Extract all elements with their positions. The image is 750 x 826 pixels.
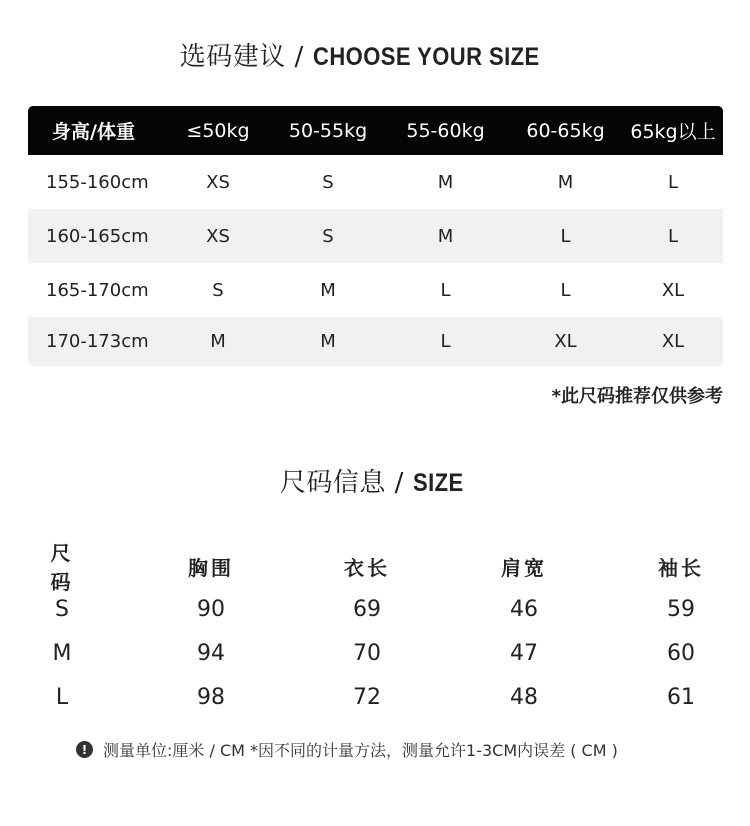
choose-size-title	[0, 36, 750, 73]
size-cell: L	[440, 279, 451, 301]
exclamation-icon: !	[76, 741, 93, 758]
size-cell: M	[437, 171, 454, 193]
row-height: 155-160cm	[46, 171, 149, 193]
size-cell: S	[212, 279, 224, 301]
size-label: S	[55, 596, 69, 622]
size-cell: L	[667, 171, 679, 193]
size-recommendation-table	[28, 106, 723, 366]
size-table-header	[0, 541, 750, 594]
length-value: 72	[353, 684, 381, 710]
size-cell: S	[322, 171, 334, 193]
recommendation-note: *此尺码推荐仅供参考	[551, 386, 723, 407]
length-value: 69	[353, 596, 381, 622]
header-chest: 胸围	[188, 555, 234, 580]
size-cell: XL	[661, 279, 685, 301]
size-cell: XS	[206, 171, 230, 193]
table-row	[0, 640, 750, 666]
size-cell: M	[320, 331, 336, 352]
choose-size-title-en: CHOOSE YOUR SIZE	[312, 43, 540, 71]
length-value: 70	[353, 640, 381, 666]
header-weight-2: 50-55kg	[288, 119, 368, 142]
size-info-title	[0, 462, 750, 499]
table-row	[0, 596, 750, 622]
header-shoulder: 肩宽	[501, 555, 547, 580]
size-cell: L	[667, 225, 679, 247]
sleeve-value: 59	[667, 596, 695, 622]
sleeve-value: 61	[667, 684, 695, 710]
size-cell: L	[560, 279, 571, 301]
size-cell: S	[322, 225, 334, 247]
size-label: L	[55, 684, 69, 710]
shoulder-value: 47	[510, 640, 538, 666]
table-row	[28, 317, 723, 366]
table-header	[28, 106, 723, 155]
measurement-footnote	[76, 738, 618, 761]
table-row	[28, 263, 723, 317]
size-label: M	[52, 640, 72, 666]
header-weight-3: 55-60kg	[406, 119, 485, 142]
size-cell: M	[320, 279, 336, 301]
chest-value: 98	[197, 684, 225, 710]
footnote-text: 测量单位:厘米 / CM *因不同的计量方法，测量允许1-3CM内误差 ( CM )	[103, 741, 618, 760]
chest-value: 90	[197, 596, 225, 622]
size-cell: L	[440, 331, 451, 352]
size-info-title-en: SIZE	[412, 469, 464, 497]
row-height: 160-165cm	[46, 225, 149, 247]
size-cell: L	[560, 225, 571, 247]
size-cell: M	[557, 171, 574, 193]
size-cell: M	[437, 225, 454, 247]
sleeve-value: 60	[667, 640, 695, 666]
shoulder-value: 46	[510, 596, 538, 622]
size-cell: XL	[661, 331, 685, 352]
header-length: 衣长	[344, 555, 390, 580]
row-height: 170-173cm	[46, 331, 149, 352]
header-weight-5: 65kg以上	[630, 121, 716, 143]
table-row	[28, 209, 723, 263]
row-height: 165-170cm	[46, 279, 149, 301]
table-row	[0, 684, 750, 710]
header-sleeve: 袖长	[658, 555, 704, 580]
header-weight-4: 60-65kg	[526, 119, 605, 142]
size-cell: XL	[554, 331, 577, 352]
choose-size-title-cn: 选码建议 /	[179, 42, 313, 72]
size-info-title-cn: 尺码信息 /	[279, 468, 413, 498]
header-size: 尺码	[50, 541, 74, 594]
table-row	[28, 155, 723, 209]
shoulder-value: 48	[510, 684, 538, 710]
header-weight-1: ≤50kg	[186, 119, 250, 142]
size-cell: M	[210, 331, 226, 352]
size-cell: XS	[206, 225, 230, 247]
chest-value: 94	[197, 640, 225, 666]
header-height-weight: 身高/体重	[52, 121, 135, 143]
